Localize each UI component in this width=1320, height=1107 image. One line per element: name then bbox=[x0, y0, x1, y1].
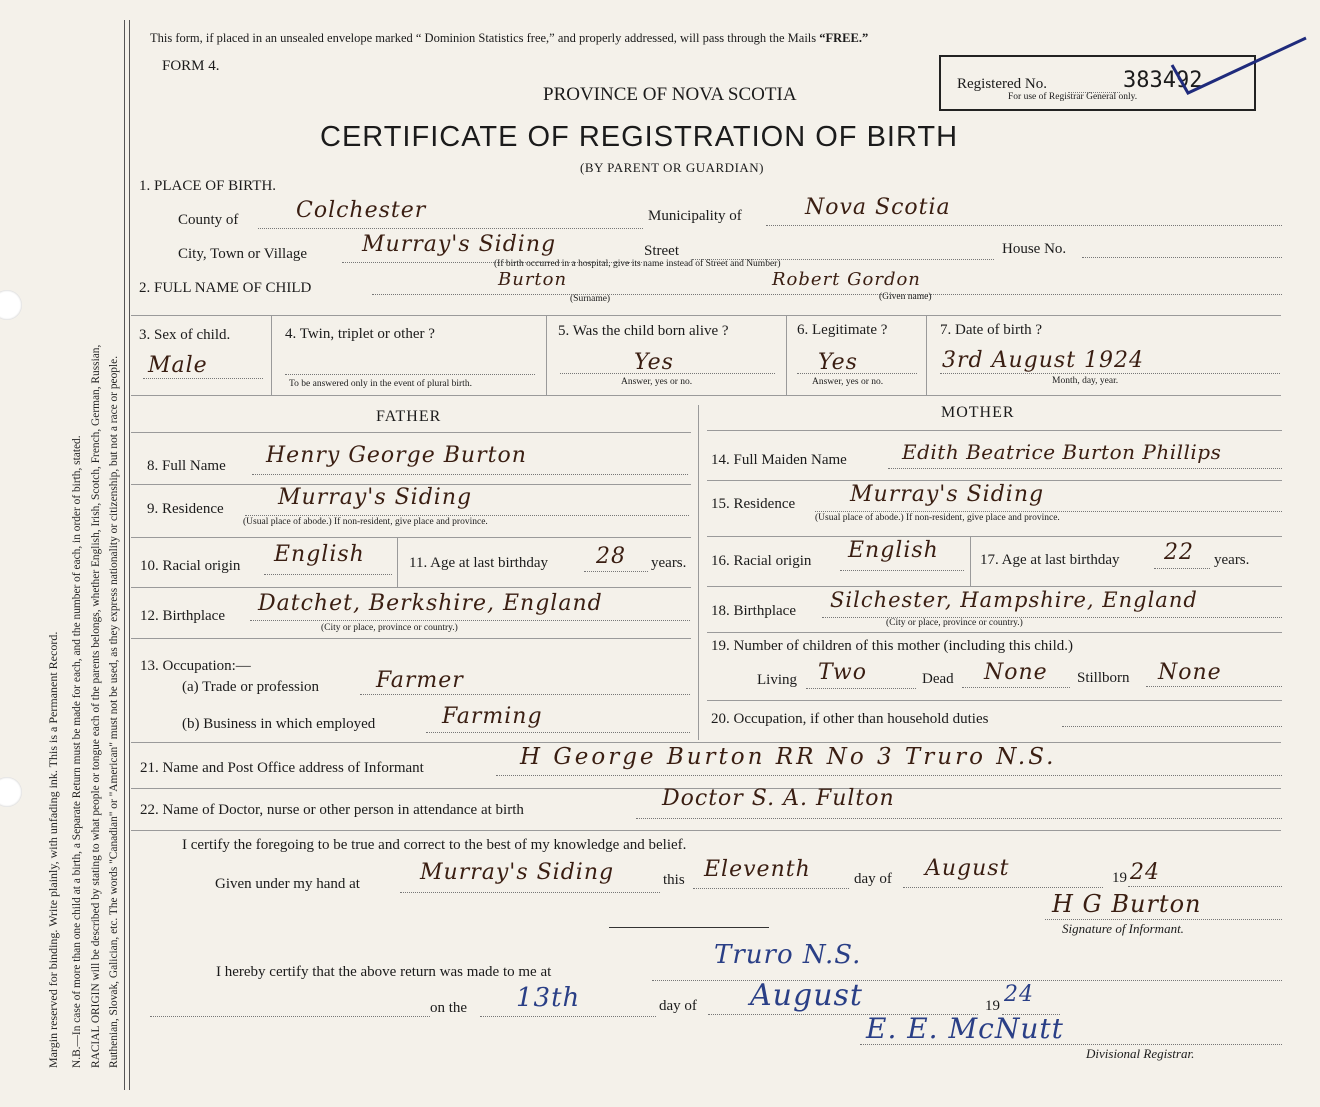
mother-age-label: 17. Age at last birthday bbox=[980, 552, 1120, 568]
registrar-statement: I hereby certify that the above return was made to me at bbox=[216, 964, 552, 980]
doctor-dots bbox=[636, 818, 1282, 819]
dead-label: Dead bbox=[922, 671, 954, 687]
legitimate-label: 6. Legitimate ? bbox=[797, 322, 888, 338]
father-residence-note: (Usual place of abode.) If non-resident, give place and province. bbox=[243, 517, 488, 527]
given-at-value: Murray's Siding bbox=[420, 860, 615, 885]
father-name-label: 8. Full Name bbox=[147, 458, 226, 474]
mother-birthplace-value: Silchester, Hampshire, England bbox=[830, 588, 1198, 612]
rule-22-bottom bbox=[131, 830, 1281, 831]
given-year-value: 24 bbox=[1130, 860, 1160, 885]
house-number-label: House No. bbox=[1002, 241, 1067, 257]
given-year-dots bbox=[1128, 886, 1282, 887]
informant-dots bbox=[496, 775, 1282, 776]
punch-hole-bottom bbox=[0, 777, 22, 807]
margin-rule bbox=[124, 20, 125, 1090]
father-race-label: 10. Racial origin bbox=[140, 558, 241, 574]
informant-signature-label: Signature of Informant. bbox=[1062, 921, 1184, 936]
sex-dots bbox=[143, 378, 263, 379]
municipality-label: Municipality of bbox=[648, 208, 742, 224]
city-value: Murray's Siding bbox=[362, 232, 557, 257]
form-number: FORM 4. bbox=[162, 58, 220, 74]
margin-note-multiple-births: N.B.—In case of more than one child at a birth, a Separate Return must be made for each, and the number of each, in order of birth, stated. bbox=[71, 435, 83, 1068]
rule-f-10-split bbox=[397, 537, 398, 587]
registrar-on-label: on the bbox=[430, 1000, 468, 1016]
doctor-value: Doctor S. A. Fulton bbox=[662, 786, 895, 811]
twin-label: 4. Twin, triplet or other ? bbox=[285, 326, 435, 342]
father-business-value: Farming bbox=[442, 704, 543, 729]
dob-value: 3rd August 1924 bbox=[942, 348, 1145, 373]
father-residence-value: Murray's Siding bbox=[278, 485, 473, 510]
county-label: County of bbox=[178, 212, 239, 228]
registrar-day-dots bbox=[480, 1016, 656, 1017]
father-trade-dots bbox=[360, 694, 690, 695]
informant-label: 21. Name and Post Office address of Informant bbox=[140, 760, 424, 776]
child-name-label: 2. FULL NAME OF CHILD bbox=[139, 280, 312, 296]
dead-dots bbox=[962, 687, 1070, 688]
legitimate-note: Answer, yes or no. bbox=[812, 377, 884, 387]
given-day-dots bbox=[693, 888, 849, 889]
surname-note: (Surname) bbox=[570, 294, 611, 304]
given-this-label: this bbox=[663, 872, 685, 888]
father-birthplace-note: (City or place, province or country.) bbox=[321, 623, 458, 633]
place-of-birth-heading: 1. PLACE OF BIRTH. bbox=[139, 178, 277, 194]
rule-f-13 bbox=[131, 638, 691, 639]
given-year-prefix: 19 bbox=[1112, 870, 1127, 886]
alive-note: Answer, yes or no. bbox=[621, 377, 693, 387]
mother-residence-value: Murray's Siding bbox=[850, 482, 1045, 507]
child-given-name: Robert Gordon bbox=[772, 269, 921, 290]
child-surname: Burton bbox=[498, 269, 568, 290]
stillborn-dots bbox=[1146, 686, 1282, 687]
registrar-dayof-label: day of bbox=[659, 998, 697, 1014]
rule-col-alive bbox=[786, 315, 787, 395]
living-value: Two bbox=[818, 660, 867, 685]
mother-children-label: 19. Number of children of this mother (including this child.) bbox=[711, 638, 1074, 654]
informant-signature: H G Burton bbox=[1052, 890, 1202, 918]
registrar-signature: E. E. McNutt bbox=[866, 1012, 1064, 1045]
rule-center bbox=[698, 405, 699, 740]
mother-age-value: 22 bbox=[1164, 540, 1194, 565]
rule-m-18 bbox=[707, 586, 1282, 587]
twin-note: To be answered only in the event of plural birth. bbox=[289, 379, 472, 389]
rule-m-15 bbox=[707, 480, 1282, 481]
mother-heading: MOTHER bbox=[941, 404, 1015, 421]
mother-occupation-label: 20. Occupation, if other than household duties bbox=[711, 711, 989, 727]
rule-m-20 bbox=[707, 700, 1282, 701]
rule-col-sex bbox=[271, 315, 272, 395]
father-trade-value: Farmer bbox=[376, 668, 464, 693]
margin-note-racial-origin-cont: Ruthenian, Slovak, Galician, etc. The words "Canadian" or "American" must not be used, as they express nationality or citizenship, but not a race or people. bbox=[108, 355, 120, 1068]
mother-name-label: 14. Full Maiden Name bbox=[711, 452, 847, 468]
father-race-value: English bbox=[274, 542, 365, 567]
registrar-year-value: 24 bbox=[1004, 982, 1034, 1007]
father-birthplace-dots bbox=[250, 620, 690, 621]
father-occupation-label: 13. Occupation:— bbox=[140, 658, 251, 674]
father-business-dots bbox=[426, 732, 690, 733]
stillborn-label: Stillborn bbox=[1077, 670, 1130, 686]
mother-residence-dots bbox=[815, 511, 1282, 512]
doctor-label: 22. Name of Doctor, nurse or other person in attendance at birth bbox=[140, 802, 524, 818]
rule-m-16-split bbox=[970, 536, 971, 586]
mother-birthplace-note: (City or place, province or country.) bbox=[886, 618, 1023, 628]
province-heading: PROVINCE OF NOVA SCOTIA bbox=[543, 84, 797, 105]
registrar-signature-dots bbox=[860, 1044, 1282, 1045]
father-heading: FATHER bbox=[376, 408, 442, 425]
dob-note: Month, day, year. bbox=[1052, 376, 1119, 386]
hospital-note: (If birth occurred in a hospital, give its name instead of Street and Number) bbox=[494, 259, 781, 269]
mother-name-value: Edith Beatrice Burton Phillips bbox=[902, 440, 1222, 464]
given-day-value: Eleventh bbox=[704, 857, 811, 882]
rule-m-14 bbox=[707, 430, 1282, 431]
mother-race-dots bbox=[840, 570, 964, 571]
father-birthplace-label: 12. Birthplace bbox=[140, 608, 225, 624]
father-age-value: 28 bbox=[596, 544, 626, 569]
municipality-value: Nova Scotia bbox=[805, 195, 951, 220]
twin-dots bbox=[285, 374, 535, 375]
father-years-label: years. bbox=[651, 555, 687, 571]
father-age-label: 11. Age at last birthday bbox=[409, 555, 548, 571]
rule-row3-bottom bbox=[131, 395, 1281, 396]
given-at-dots bbox=[400, 892, 660, 893]
father-race-dots bbox=[264, 574, 392, 575]
given-dayof-label: day of bbox=[854, 871, 892, 887]
punch-hole-top bbox=[0, 290, 22, 320]
given-month-value: August bbox=[925, 856, 1010, 881]
registration-number: 383492 bbox=[1123, 68, 1203, 93]
margin-rule-inner bbox=[129, 20, 130, 1090]
postal-notice bbox=[150, 31, 868, 46]
mother-occupation-dots bbox=[1062, 726, 1282, 727]
given-at-label: Given under my hand at bbox=[215, 876, 360, 892]
mother-years-label: years. bbox=[1214, 552, 1250, 568]
mother-age-dots bbox=[1154, 568, 1210, 569]
mother-race-label: 16. Racial origin bbox=[711, 553, 812, 569]
rule-f-12 bbox=[131, 587, 691, 588]
rule-certify-separator bbox=[609, 927, 769, 928]
certify-statement: I certify the foregoing to be true and correct to the best of my knowledge and belief. bbox=[182, 837, 687, 853]
mother-birthplace-label: 18. Birthplace bbox=[711, 603, 796, 619]
rule-21 bbox=[131, 742, 1281, 743]
dob-label: 7. Date of birth ? bbox=[940, 322, 1043, 338]
rule-row3-top bbox=[131, 315, 1281, 316]
county-value: Colchester bbox=[296, 198, 427, 223]
father-residence-dots bbox=[245, 515, 689, 516]
rule-col-twin bbox=[546, 315, 547, 395]
registration-label: Registered No. bbox=[957, 76, 1047, 92]
registrar-place-dots bbox=[652, 980, 1282, 981]
registrar-year-prefix: 19 bbox=[985, 998, 1000, 1014]
rule-m-19 bbox=[707, 632, 1282, 633]
registrar-place-value: Truro N.S. bbox=[714, 940, 862, 970]
registrar-blank-dots bbox=[150, 1016, 430, 1017]
alive-label: 5. Was the child born alive ? bbox=[558, 323, 729, 339]
father-name-dots bbox=[252, 474, 688, 475]
mother-race-value: English bbox=[848, 538, 939, 563]
county-dots bbox=[258, 228, 643, 229]
dob-dots bbox=[940, 373, 1280, 374]
dead-value: None bbox=[984, 660, 1048, 685]
father-birthplace-value: Datchet, Berkshire, England bbox=[258, 591, 603, 616]
given-month-dots bbox=[903, 887, 1103, 888]
informant-value: H George Burton RR No 3 Truro N.S. bbox=[520, 744, 1057, 770]
sex-label: 3. Sex of child. bbox=[139, 327, 231, 343]
postal-notice-text: This form, if placed in an unsealed envelope marked “ Dominion Statistics free,” and properly addressed, will pass through the Mails bbox=[150, 31, 817, 45]
margin-note-binding: Margin reserved for binding. Write plainly, with unfading ink. This is a Permanent Record. bbox=[46, 631, 60, 1068]
rule-col-legit bbox=[926, 315, 927, 395]
alive-value: Yes bbox=[634, 350, 674, 375]
living-dots bbox=[806, 688, 916, 689]
postal-notice-free: “FREE.” bbox=[819, 31, 869, 45]
informant-signature-dots bbox=[1045, 919, 1282, 920]
mother-name-dots bbox=[888, 468, 1282, 469]
father-trade-label: (a) Trade or profession bbox=[182, 679, 320, 695]
legitimate-value: Yes bbox=[818, 350, 858, 375]
house-number-dots bbox=[1082, 257, 1282, 258]
living-label: Living bbox=[757, 672, 797, 688]
municipality-dots bbox=[766, 225, 1282, 226]
child-name-dots bbox=[372, 294, 1282, 295]
registrar-signature-label: Divisional Registrar. bbox=[1086, 1046, 1195, 1061]
mother-residence-label: 15. Residence bbox=[711, 496, 796, 512]
rule-f-8 bbox=[131, 432, 691, 433]
father-age-dots bbox=[584, 571, 648, 572]
father-business-label: (b) Business in which employed bbox=[182, 716, 376, 732]
registrar-day-value: 13th bbox=[516, 983, 581, 1013]
stillborn-value: None bbox=[1158, 660, 1222, 685]
margin-note-racial-origin: RACIAL ORIGIN will be described by stating to what people or tongue each of the parents belongs, whether English, Irish, Scotch, French, German, Russian, bbox=[90, 344, 102, 1068]
rule-m-16 bbox=[707, 536, 1282, 537]
page-title: CERTIFICATE OF REGISTRATION OF BIRTH bbox=[320, 121, 959, 153]
registration-note: For use of Registrar General only. bbox=[1008, 92, 1138, 102]
father-name-value: Henry George Burton bbox=[266, 443, 527, 468]
check-mark-icon bbox=[1170, 35, 1310, 105]
father-residence-label: 9. Residence bbox=[147, 501, 224, 517]
page-subtitle: (BY PARENT OR GUARDIAN) bbox=[580, 160, 765, 175]
mother-residence-note: (Usual place of abode.) If non-resident, give place and province. bbox=[815, 513, 1060, 523]
street-label: Street bbox=[644, 243, 679, 259]
registrar-month-value: August bbox=[750, 978, 863, 1013]
city-label: City, Town or Village bbox=[178, 246, 308, 262]
sex-value: Male bbox=[148, 353, 208, 378]
rule-f-10 bbox=[131, 537, 691, 538]
given-name-note: (Given name) bbox=[879, 292, 932, 302]
